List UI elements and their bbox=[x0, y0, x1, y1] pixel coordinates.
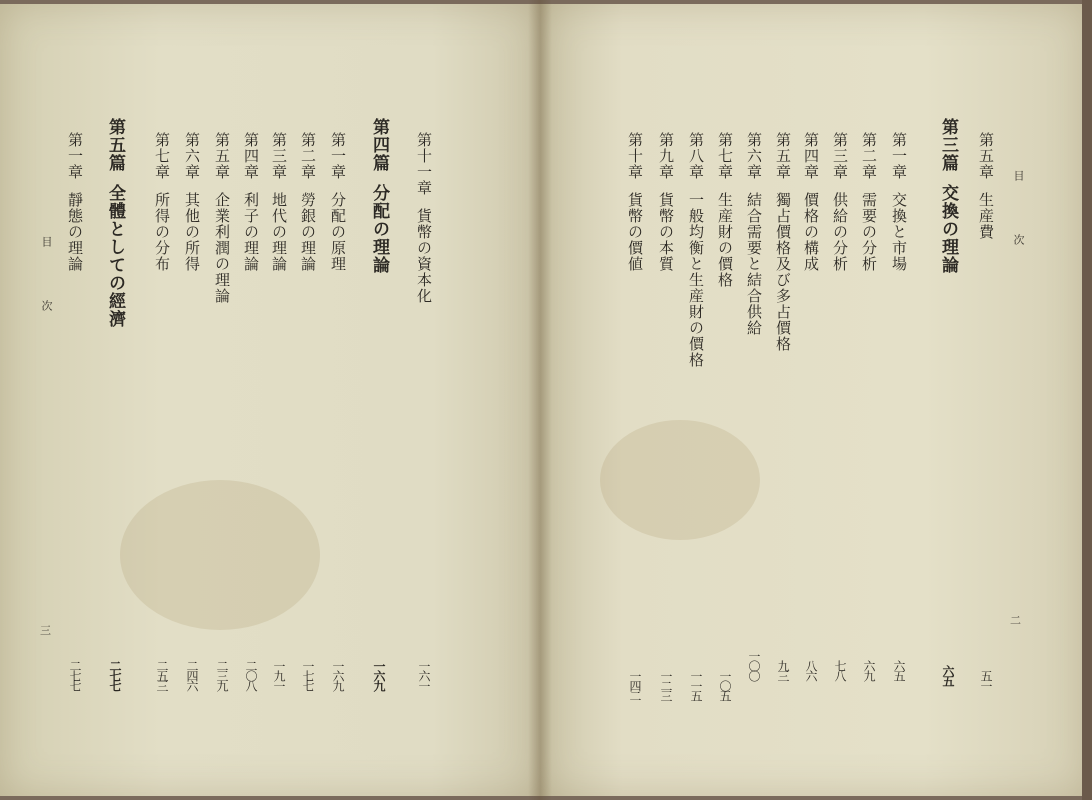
toc-entry bbox=[240, 132, 262, 690]
chapter-number: 第三篇 bbox=[938, 118, 958, 172]
chapter-title: 生産財の價格 bbox=[716, 192, 734, 288]
toc-entry bbox=[772, 132, 794, 680]
chapter-number: 第七章 bbox=[153, 132, 171, 180]
toc-entry bbox=[368, 118, 390, 690]
chapter-number: 第一章 bbox=[329, 132, 347, 180]
chapter-title: 其他の所得 bbox=[183, 192, 201, 272]
right-page-header: 目 次 bbox=[1012, 170, 1025, 265]
chapter-title: 全體としての經濟 bbox=[105, 184, 125, 328]
page-number: 一〇五 bbox=[718, 670, 732, 700]
spacer bbox=[368, 172, 390, 184]
page-number: 六五 bbox=[892, 660, 906, 680]
chapter-title: 靜態の理論 bbox=[66, 192, 84, 272]
page-number: 五一 bbox=[979, 670, 993, 690]
chapter-number: 第五章 bbox=[774, 132, 792, 180]
page-number: 一一五 bbox=[689, 670, 703, 700]
spacer bbox=[829, 180, 851, 192]
page-number: 一七七 bbox=[301, 660, 315, 690]
chapter-title: 勞銀の理論 bbox=[299, 192, 317, 272]
page-number: 七八 bbox=[833, 660, 847, 680]
right-page-folio: 二 bbox=[1010, 614, 1021, 627]
toc-entry bbox=[297, 132, 319, 690]
toc-entry bbox=[624, 132, 646, 700]
chapter-title: 需要の分析 bbox=[860, 192, 878, 272]
chapter-title: 供給の分析 bbox=[831, 192, 849, 272]
page-number: 一〇〇 bbox=[747, 650, 761, 680]
spacer bbox=[327, 180, 349, 192]
chapter-title: 貨幣の本質 bbox=[657, 192, 675, 272]
page-number: 二〇八 bbox=[244, 660, 258, 690]
toc-entry bbox=[181, 132, 203, 690]
toc-entry bbox=[888, 132, 910, 680]
spacer bbox=[714, 180, 736, 192]
chapter-number: 第二章 bbox=[860, 132, 878, 180]
chapter-title: 交換の理論 bbox=[938, 184, 958, 274]
toc-entry bbox=[743, 132, 765, 680]
page-number: 一六九 bbox=[372, 660, 386, 690]
chapter-number: 第三章 bbox=[831, 132, 849, 180]
page-number: 六五 bbox=[941, 665, 955, 685]
page-number: 二四六 bbox=[185, 660, 199, 690]
spacer bbox=[413, 196, 435, 208]
spacer bbox=[104, 172, 126, 184]
toc-entry bbox=[151, 132, 173, 690]
spacer bbox=[858, 180, 880, 192]
spacer bbox=[772, 180, 794, 192]
chapter-title: 分配の理論 bbox=[369, 184, 389, 274]
toc-entry bbox=[685, 132, 707, 700]
spacer bbox=[240, 180, 262, 192]
chapter-title: 一般均衡と生産財の價格 bbox=[687, 192, 705, 368]
chapter-number: 第一章 bbox=[66, 132, 84, 180]
chapter-number: 第六章 bbox=[183, 132, 201, 180]
page-number: 九三 bbox=[776, 660, 790, 680]
toc-entry bbox=[64, 132, 86, 690]
page-number: 二七七 bbox=[108, 660, 122, 690]
spacer bbox=[151, 180, 173, 192]
page-number: 二七七 bbox=[68, 660, 82, 690]
toc-entry bbox=[413, 132, 435, 690]
chapter-number: 第六章 bbox=[745, 132, 763, 180]
chapter-title: 貨幣の資本化 bbox=[415, 208, 433, 304]
chapter-title: 地代の理論 bbox=[270, 192, 288, 272]
chapter-number: 第五篇 bbox=[105, 118, 125, 172]
chapter-title: 分配の原理 bbox=[329, 192, 347, 272]
chapter-title: 利子の理論 bbox=[242, 192, 260, 272]
spacer bbox=[268, 180, 290, 192]
page-number: 二五三 bbox=[155, 660, 169, 690]
spacer bbox=[211, 180, 233, 192]
chapter-number: 第一章 bbox=[890, 132, 908, 180]
spacer bbox=[975, 180, 997, 192]
spacer bbox=[937, 172, 959, 184]
toc-entry bbox=[714, 132, 736, 700]
chapter-title: 貨幣の價値 bbox=[626, 192, 644, 272]
chapter-title: 交換と市場 bbox=[890, 192, 908, 272]
page-number: 二三九 bbox=[215, 660, 229, 690]
page-edge bbox=[1082, 0, 1092, 800]
spacer bbox=[743, 180, 765, 192]
chapter-number: 第八章 bbox=[687, 132, 705, 180]
chapter-number: 第十一章 bbox=[415, 132, 433, 196]
chapter-title: 結合需要と結合供給 bbox=[745, 192, 763, 336]
chapter-number: 第三章 bbox=[270, 132, 288, 180]
spacer bbox=[800, 180, 822, 192]
page-number: 八六 bbox=[804, 660, 818, 680]
toc-entry bbox=[800, 132, 822, 680]
page-number: 六九 bbox=[862, 660, 876, 680]
toc-entry bbox=[937, 118, 959, 685]
spacer bbox=[685, 180, 707, 192]
page-number: 一九一 bbox=[272, 660, 286, 690]
page-number: 一二三 bbox=[659, 670, 673, 700]
toc-entry bbox=[104, 118, 126, 690]
spacer bbox=[624, 180, 646, 192]
chapter-number: 第四章 bbox=[242, 132, 260, 180]
spacer bbox=[297, 180, 319, 192]
chapter-title: 企業利潤の理論 bbox=[213, 192, 231, 304]
toc-entry bbox=[211, 132, 233, 690]
chapter-number: 第五章 bbox=[213, 132, 231, 180]
left-page-header: 目 次 bbox=[40, 236, 53, 331]
page-number: 一六九 bbox=[331, 660, 345, 690]
chapter-title: 所得の分布 bbox=[153, 192, 171, 272]
chapter-title: 生産費 bbox=[977, 192, 995, 240]
spacer bbox=[181, 180, 203, 192]
chapter-number: 第九章 bbox=[657, 132, 675, 180]
page-number: 一四二 bbox=[628, 670, 642, 700]
chapter-number: 第十章 bbox=[626, 132, 644, 180]
chapter-number: 第四章 bbox=[802, 132, 820, 180]
chapter-title: 獨占價格及び多占價格 bbox=[774, 192, 792, 352]
spacer bbox=[888, 180, 910, 192]
book-gutter bbox=[528, 0, 552, 800]
toc-entry bbox=[858, 132, 880, 680]
spacer bbox=[655, 180, 677, 192]
chapter-number: 第二章 bbox=[299, 132, 317, 180]
page-number: 一六一 bbox=[417, 660, 431, 690]
toc-entry bbox=[655, 132, 677, 700]
toc-entry bbox=[327, 132, 349, 690]
toc-entry bbox=[975, 132, 997, 690]
left-page-folio: 三 bbox=[40, 624, 51, 637]
chapter-number: 第七章 bbox=[716, 132, 734, 180]
chapter-number: 第四篇 bbox=[369, 118, 389, 172]
toc-entry bbox=[829, 132, 851, 680]
chapter-title: 價格の構成 bbox=[802, 192, 820, 272]
toc-entry bbox=[268, 132, 290, 690]
spacer bbox=[64, 180, 86, 192]
chapter-number: 第五章 bbox=[977, 132, 995, 180]
